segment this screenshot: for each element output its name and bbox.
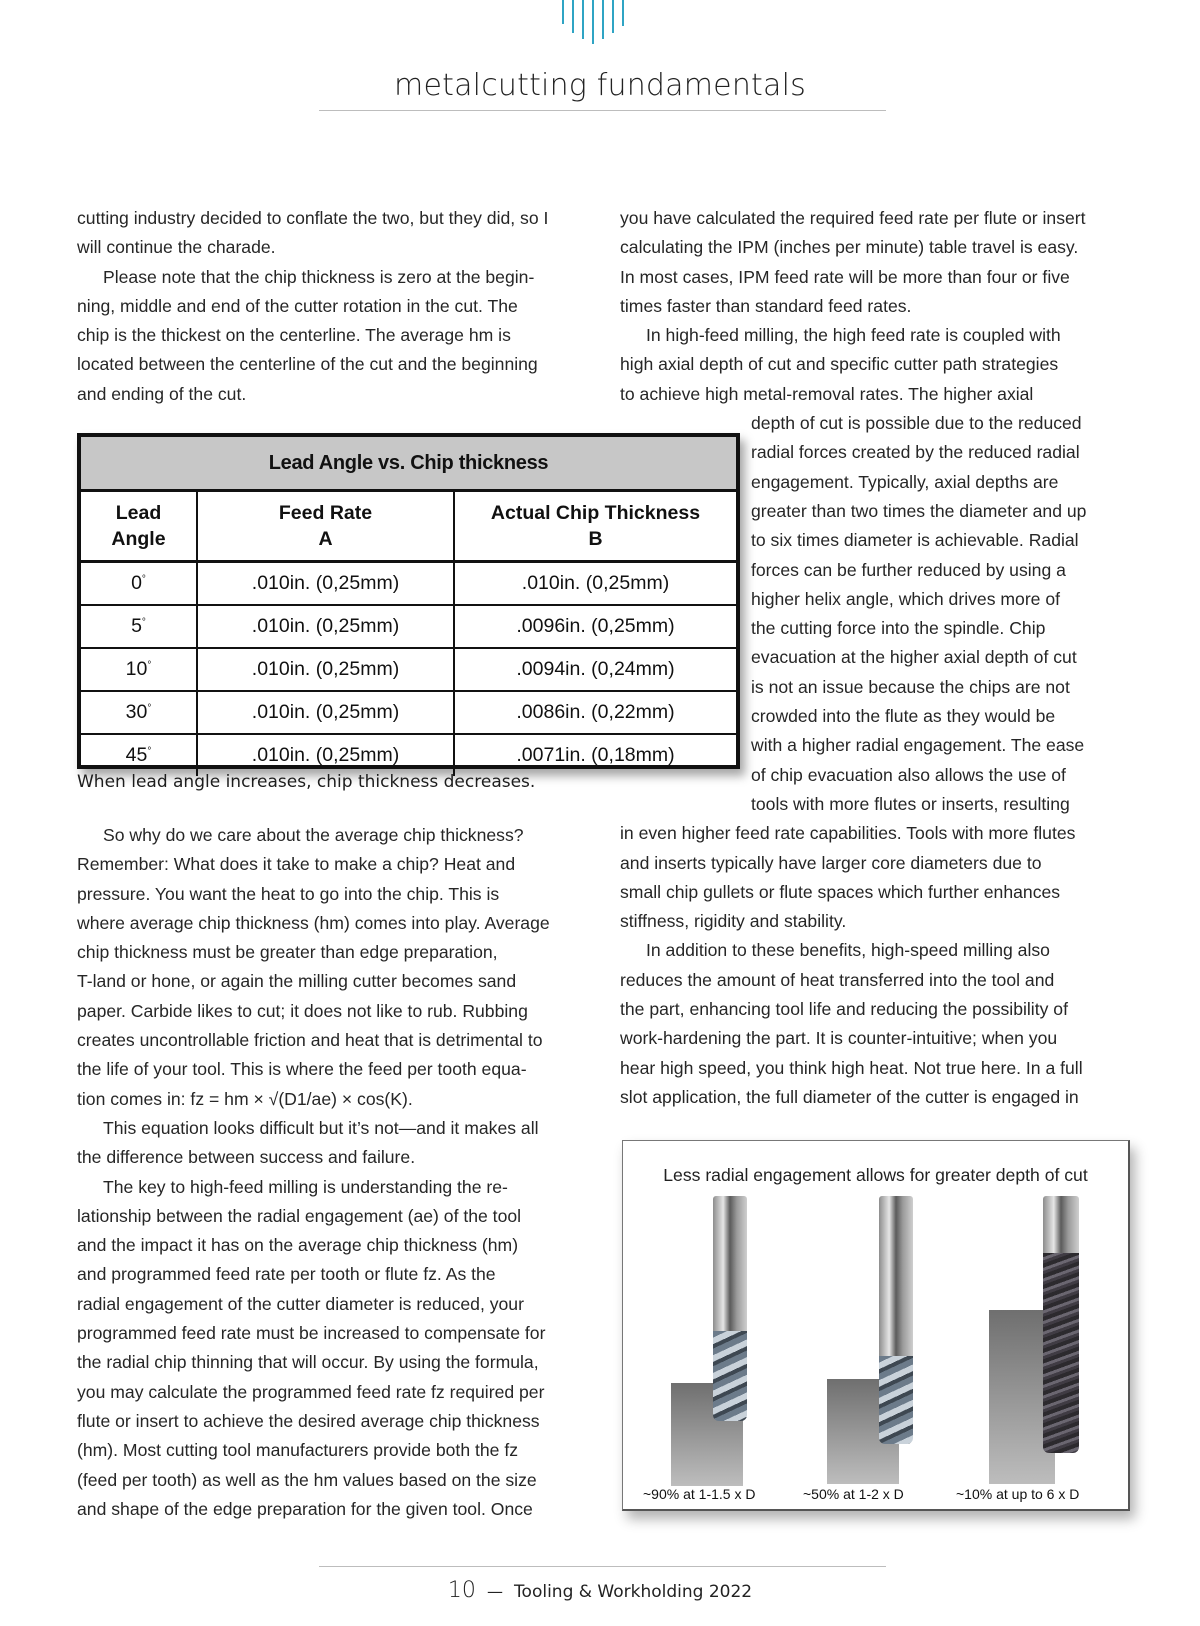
publication-name: Tooling & Workholding 2022 <box>514 1582 753 1602</box>
text-line: creates uncontrollable friction and heat that is detrimental to <box>77 1030 543 1051</box>
text-line: work-hardening the part. It is counter-intuitive; when you <box>620 1028 1058 1049</box>
text-line: where average chip thickness (hm) comes into play. Average <box>77 912 550 933</box>
column-header-lead-angle: Lead Angle <box>81 491 197 562</box>
left-column-bottom <box>77 821 585 1524</box>
text-line: the difference between success and failure. <box>77 1147 416 1168</box>
text-line: radial forces created by the reduced radial <box>751 442 1080 463</box>
cell-chip: .010in. (0,25mm) <box>454 562 736 606</box>
page-number: 10 <box>447 1578 476 1603</box>
right-column <box>620 204 1125 1112</box>
text-line: the cutting force into the spindle. Chip <box>751 618 1046 639</box>
text-line: to achieve high metal-removal rates. The higher axial <box>620 383 1034 404</box>
text-line: In addition to these benefits, high-speed milling also <box>646 940 1050 961</box>
footer <box>0 1578 1200 1603</box>
text-line: (hm). Most cutting tool manufacturers provide both the fz <box>77 1440 519 1461</box>
text-line: radial engagement of the cutter diameter is reduced, your <box>77 1293 524 1314</box>
text-line: chip is the thickest on the centerline. The average hm is <box>77 325 511 346</box>
footer-rule <box>319 1566 886 1567</box>
text-line: located between the centerline of the cut and the beginning <box>77 354 538 375</box>
cell-chip: .0094in. (0,24mm) <box>454 648 736 691</box>
text-line: programmed feed rate must be increased to compensate for <box>77 1323 546 1344</box>
text-line: hear high speed, you think high heat. Not true here. In a full <box>620 1057 1083 1078</box>
cell-feed: .010in. (0,25mm) <box>197 691 454 734</box>
text-line: lationship between the radial engagement (ae) of the tool <box>77 1205 522 1226</box>
text-line: paper. Carbide likes to cut; it does not like to rub. Rubbing <box>77 1000 528 1021</box>
text-line: slot application, the full diameter of the cutter is engaged in <box>620 1086 1079 1107</box>
cell-chip: .0096in. (0,25mm) <box>454 605 736 648</box>
cell-angle: 0° <box>81 562 197 606</box>
figure-label: ~90% at 1-1.5 x D <box>643 1486 756 1502</box>
table-title: Lead Angle vs. Chip thickness <box>81 437 736 491</box>
text-line: to six times diameter is achievable. Radial <box>751 530 1079 551</box>
end-mill-flutes-icon <box>1043 1253 1079 1453</box>
text-line: forces can be further reduced by using a <box>751 559 1066 580</box>
text-line: and programmed feed rate per tooth or flute fz. As the <box>77 1264 496 1285</box>
text-line: tools with more flutes or inserts, resulting <box>751 793 1070 814</box>
table-caption: When lead angle increases, chip thickness decreases. <box>77 772 536 792</box>
end-mill-shank-icon <box>879 1196 913 1361</box>
cell-angle: 5° <box>81 605 197 648</box>
text-line: evacuation at the higher axial depth of cut <box>751 647 1077 668</box>
section-title: metalcutting fundamentals <box>394 68 806 103</box>
footer-separator: — <box>486 1582 503 1601</box>
text-line: times faster than standard feed rates. <box>620 295 912 316</box>
text-line: you have calculated the required feed rate per flute or insert <box>620 208 1086 228</box>
cell-feed: .010in. (0,25mm) <box>197 648 454 691</box>
text-line: the part, enhancing tool life and reducing the possibility of <box>620 999 1068 1020</box>
text-line: flute or insert to achieve the desired average chip thickness <box>77 1410 540 1431</box>
text-line: the radial chip thinning that will occur. By using the formula, <box>77 1352 539 1373</box>
text-line: The key to high-feed milling is understanding the re- <box>103 1176 508 1197</box>
text-line: stiffness, rigidity and stability. <box>620 911 847 932</box>
text-line: will continue the charade. <box>77 237 276 258</box>
text-line: of chip evacuation also allows the use of <box>751 764 1066 785</box>
text-line: ning, middle and end of the cutter rotation in the cut. The <box>77 295 518 316</box>
text-line: (feed per tooth) as well as the hm values based on the size <box>77 1469 537 1490</box>
text-line: is not an issue because the chips are not <box>751 676 1070 697</box>
cell-feed: .010in. (0,25mm) <box>197 562 454 606</box>
text-line: reduces the amount of heat transferred into the tool and <box>620 969 1055 990</box>
text-line: depth of cut is possible due to the reduced <box>751 413 1082 434</box>
column-header-feed-rate: Feed Rate A <box>197 491 454 562</box>
text-line: chip thickness must be greater than edge preparation, <box>77 942 498 963</box>
cell-chip: .0071in. (0,18mm) <box>516 744 675 766</box>
text-line: you may calculate the programmed feed rate fz required per <box>77 1381 545 1402</box>
header-rule <box>319 110 886 111</box>
text-line: Remember: What does it take to make a chip? Heat and <box>77 854 516 875</box>
text-line: engagement. Typically, axial depths are <box>751 471 1059 492</box>
figure-title: Less radial engagement allows for greater depth of cut <box>663 1165 1088 1185</box>
text-line: So why do we care about the average chip thickness? <box>103 825 524 845</box>
radial-engagement-figure <box>622 1140 1130 1511</box>
text-line: In high-feed milling, the high feed rate is coupled with <box>646 325 1061 346</box>
text-line: Please note that the chip thickness is zero at the begin- <box>103 266 535 287</box>
cell-chip: .0086in. (0,22mm) <box>454 691 736 734</box>
cell-angle: 10° <box>81 648 197 691</box>
text-line: in even higher feed rate capabilities. Tools with more flutes <box>620 823 1076 844</box>
cell-feed: .010in. (0,25mm) <box>197 734 454 776</box>
end-mill-shank-icon <box>1043 1196 1079 1256</box>
text-line: the life of your tool. This is where the feed per tooth equa- <box>77 1059 527 1080</box>
equation-line: tion comes in: fz = hm × √(D1/ae) × cos(K). <box>77 1088 413 1109</box>
text-line: cutting industry decided to conflate the two, but they did, so I <box>77 208 549 228</box>
text-line: high axial depth of cut and specific cutter path strategies <box>620 354 1059 375</box>
text-line: calculating the IPM (inches per minute) table travel is easy. <box>620 237 1079 258</box>
left-column-top <box>77 204 585 409</box>
text-line: and the impact it has on the average chip thickness (hm) <box>77 1235 519 1256</box>
cell-feed: .010in. (0,25mm) <box>197 605 454 648</box>
figure-label: ~50% at 1-2 x D <box>803 1486 904 1502</box>
text-line: higher helix angle, which drives more of <box>751 588 1061 609</box>
text-line: and shape of the edge preparation for the given tool. Once <box>77 1498 533 1519</box>
text-line: pressure. You want the heat to go into the chip. This is <box>77 883 500 904</box>
end-mill-flutes-icon <box>879 1356 913 1444</box>
text-line: T-land or hone, or again the milling cutter becomes sand <box>77 971 517 992</box>
text-line: with a higher radial engagement. The ease <box>751 735 1085 756</box>
text-line: and inserts typically have larger core diameters due to <box>620 852 1042 873</box>
text-line: crowded into the flute as they would be <box>751 706 1056 727</box>
text-line: small chip gullets or flute spaces which further enhances <box>620 881 1061 902</box>
text-line: and ending of the cut. <box>77 383 247 404</box>
end-mill-shank-icon <box>713 1196 747 1336</box>
cell-angle: 30° <box>81 691 197 734</box>
text-line: In most cases, IPM feed rate will be more than four or five <box>620 266 1070 287</box>
logo-icon <box>562 0 642 46</box>
text-line: greater than two times the diameter and up <box>751 500 1087 521</box>
figure-label: ~10% at up to 6 x D <box>956 1486 1080 1502</box>
text-line: This equation looks difficult but it’s not—and it makes all <box>103 1117 539 1138</box>
end-mill-flutes-icon <box>713 1331 747 1421</box>
column-header-chip-thickness: Actual Chip Thickness B <box>454 491 736 562</box>
cell-angle: 45° <box>81 734 197 776</box>
